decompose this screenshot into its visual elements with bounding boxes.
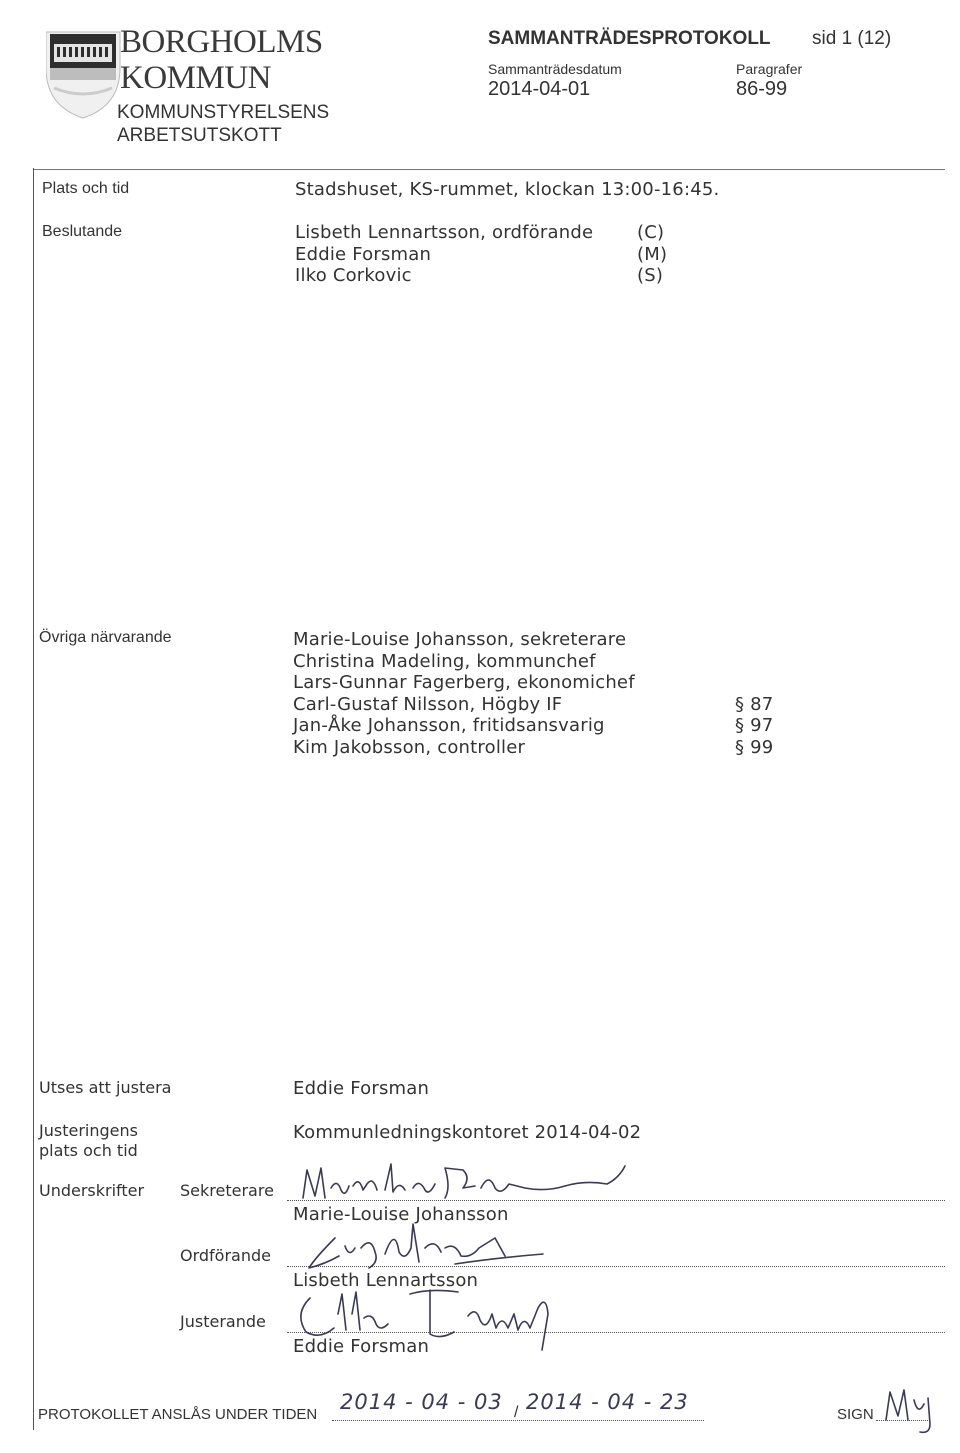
decision-maker-name: Eddie Forsman — [295, 244, 432, 265]
org-name-line1: BORGHOLMS — [120, 24, 323, 60]
header-divider — [33, 169, 945, 170]
org-name-line2: KOMMUN — [120, 60, 272, 96]
signature-name: Eddie Forsman — [293, 1336, 430, 1357]
other-attendee: Lars-Gunnar Fagerberg, ekonomichef — [293, 672, 635, 693]
paragraphs-value: 86-99 — [736, 78, 788, 100]
adjuster-label: Utses att justera — [39, 1078, 172, 1097]
paragraphs-label: Paragrafer — [736, 61, 803, 77]
attendee-paragraph: § 97 — [735, 715, 774, 736]
attendee-paragraph: § 99 — [735, 737, 774, 758]
place-value: Stadshuset, KS-rummet, klockan 13:00-16:45. — [295, 179, 720, 200]
left-margin-line — [33, 168, 34, 1430]
signature-role: Ordförande — [180, 1246, 271, 1265]
posting-label: PROTOKOLLET ANSLÅS UNDER TIDEN — [38, 1406, 318, 1423]
adjust-place-label-line1: Justeringens — [39, 1121, 138, 1140]
signature-role: Justerande — [180, 1312, 266, 1331]
decision-maker-name: Lisbeth Lennartsson, ordförande — [295, 222, 594, 243]
adjust-place-label-line2: plats och tid — [39, 1141, 138, 1160]
posting-date-separator: / — [514, 1404, 519, 1421]
attendee-paragraph: § 87 — [735, 694, 774, 715]
posting-date-from: 2014 - 04 - 03 — [340, 1390, 503, 1414]
other-attendee: Marie-Louise Johansson, sekreterare — [293, 629, 627, 650]
decision-maker-party: (C) — [637, 222, 665, 243]
sign-label: SIGN — [837, 1406, 874, 1423]
meeting-date-value: 2014-04-01 — [488, 78, 591, 100]
other-attendee: Carl-Gustaf Nilsson, Högby IF — [293, 694, 563, 715]
dept-name-line2: ARBETSUTSKOTT — [117, 125, 282, 146]
dept-name-line1: KOMMUNSTYRELSENS — [117, 102, 330, 123]
adjuster-value: Eddie Forsman — [293, 1078, 430, 1099]
decision-maker-party: (M) — [637, 244, 668, 265]
initials-signature — [880, 1380, 940, 1440]
place-label: Plats och tid — [42, 180, 130, 197]
decision-makers-label: Beslutande — [42, 223, 123, 240]
posting-date-to: 2014 - 04 - 23 — [526, 1390, 689, 1414]
page-info: sid 1 (12) — [812, 28, 892, 49]
signature-secretary — [295, 1158, 635, 1210]
signature-name: Marie-Louise Johansson — [293, 1204, 509, 1225]
others-label: Övriga närvarande — [39, 629, 172, 646]
municipal-logo — [46, 28, 126, 120]
other-attendee: Kim Jakobsson, controller — [293, 737, 526, 758]
signatures-label: Underskrifter — [39, 1181, 145, 1200]
meeting-date-label: Sammanträdesdatum — [488, 61, 622, 77]
signature-name: Lisbeth Lennartsson — [293, 1270, 479, 1291]
other-attendee: Jan-Åke Johansson, fritidsansvarig — [293, 715, 605, 736]
adjust-place-value: Kommunledningskontoret 2014-04-02 — [293, 1122, 642, 1143]
decision-maker-name: Ilko Corkovic — [295, 265, 412, 286]
document-title: SAMMANTRÄDESPROTOKOLL — [488, 28, 771, 49]
other-attendee: Christina Madeling, kommunchef — [293, 651, 596, 672]
signature-role: Sekreterare — [180, 1181, 274, 1200]
decision-maker-party: (S) — [637, 265, 664, 286]
